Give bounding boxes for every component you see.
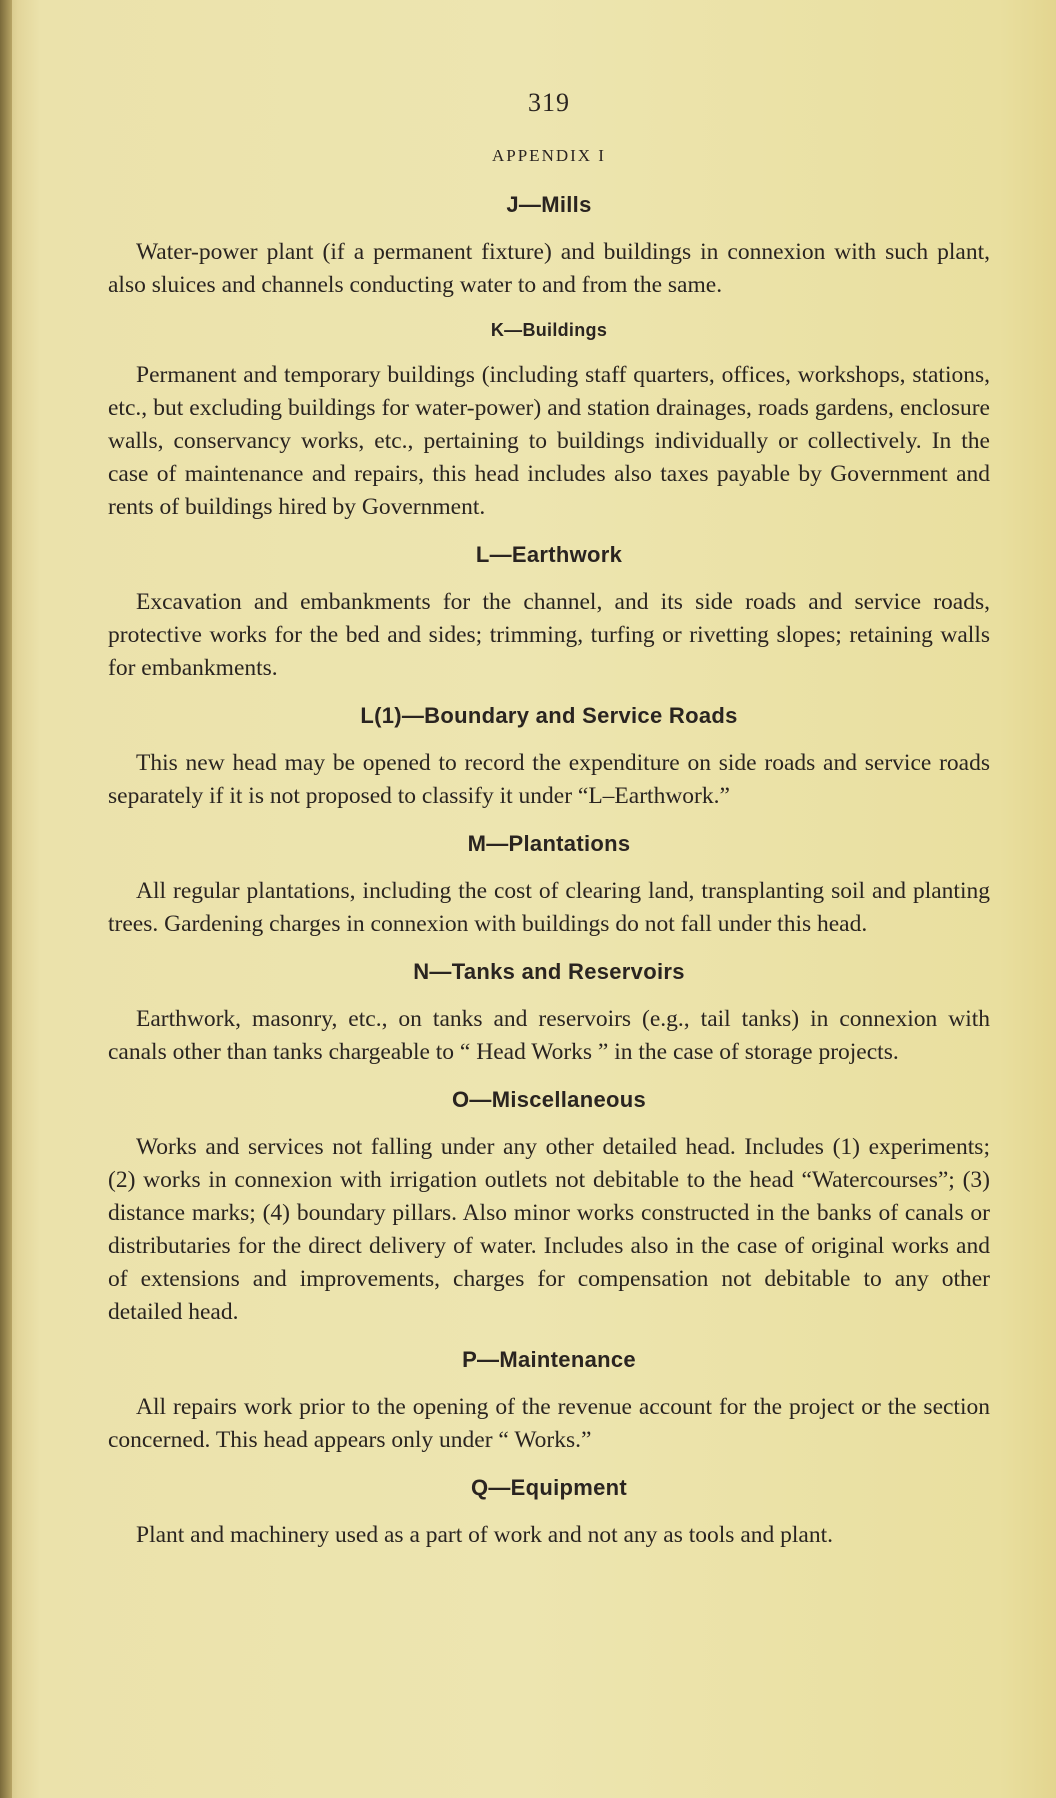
section-j-mills — [108, 192, 990, 302]
page-binding-edge — [0, 0, 12, 1798]
section-heading: M—Plantations — [467, 831, 631, 856]
section-text: This new head may be opened to record the expenditure on side roads and service roads separately if it is not proposed to classify it under “L–Earthwork.” — [108, 750, 990, 809]
section-heading: L—Earthwork — [475, 542, 623, 567]
section-text: Works and services not falling under any other detailed head. Includes (1) experiments; (2) works in connexion with irrigation outlets not debitable to the head “Watercourses”; (3) distance marks; (4) boundary pillars. Also minor works constructed in the banks of canals or distributaries for the direct delivery of water. Includes also in the case of original works and of extensions and improvements, charges for compensation not debitable to any other detailed head. — [108, 1134, 990, 1325]
page-number: 319 — [528, 88, 570, 117]
section-heading: J—Mills — [506, 192, 592, 217]
section-heading: Q—Equipment — [470, 1475, 628, 1500]
section-heading: N—Tanks and Reservoirs — [413, 959, 685, 984]
section-text: All regular plantations, including the cost of clearing land, transplanting soil and planting trees. Gardening charges in connexion with buildings do not fall under this head. — [108, 878, 990, 937]
section-q-equipment — [108, 1475, 990, 1552]
section-heading: P—Maintenance — [462, 1347, 636, 1372]
appendix-title: APPENDIX I — [492, 146, 606, 165]
section-text: Plant and machinery used as a part of work and not any as tools and plant. — [136, 1522, 833, 1548]
section-text: Earthwork, masonry, etc., on tanks and reservoirs (e.g., tail tanks) in connexion with canals other than tanks chargeable to “ Head Works ” in the case of storage projects. — [108, 1006, 990, 1065]
section-l-earthwork — [108, 542, 990, 685]
section-text: Water-power plant (if a permanent fixture) and buildings in connexion with such plant, also sluices and channels conducting water to and from the same. — [108, 239, 990, 298]
section-heading: K—Buildings — [490, 320, 608, 340]
section-k-buildings — [108, 320, 990, 524]
page-content — [108, 88, 990, 1570]
section-heading: L(1)—Boundary and Service Roads — [360, 703, 738, 728]
section-p-maintenance — [108, 1347, 990, 1457]
section-n-tanks-reservoirs — [108, 959, 990, 1069]
section-l1-boundary-service-roads — [108, 703, 990, 813]
section-o-miscellaneous — [108, 1087, 990, 1329]
section-heading: O—Miscellaneous — [451, 1087, 646, 1112]
section-text: All repairs work prior to the opening of the revenue account for the project or the section concerned. This head appears only under “ Works.” — [108, 1394, 990, 1453]
section-text: Excavation and embankments for the channel, and its side roads and service roads, protective works for the bed and sides; trimming, turfing or rivetting slopes; retaining walls for embankments. — [108, 589, 990, 681]
section-m-plantations — [108, 831, 990, 941]
section-text: Permanent and temporary buildings (including staff quarters, offices, workshops, stations, etc., but excluding buildings for water-power) and station drainages, roads gardens, enclosure walls, conservancy works, etc., pertaining to buildings individually or collectively. In the case of maintenance and repairs, this head includes also taxes payable by Government and rents of buildings hired by Government. — [108, 362, 990, 520]
